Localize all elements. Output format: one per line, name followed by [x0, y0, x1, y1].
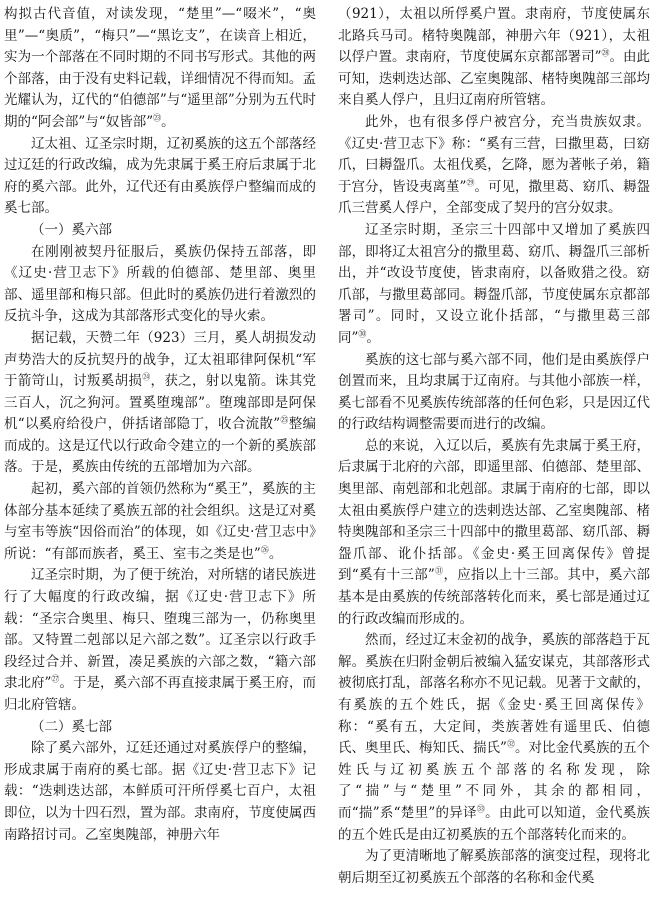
- paragraph: 辽太祖、辽圣宗时期，辽初奚族的这五个部落经过辽廷的行政改编，成为先隶属于奚王府后隶属于北府的奚六部。此外，辽代还有由奚族俘户整编而成的奚七部。: [4, 135, 316, 217]
- footnote-marker: ㉜: [506, 739, 515, 749]
- paragraph: 辽圣宗时期，圣宗三十四部中又增加了奚族四部，即将辽太祖宫分的撒里葛、窈爪、耨盌爪三部析出，并“改设节度使，皆隶南府，以备败猎之役。窈爪部，与撒里葛部同。耨盌爪部，节度使属东京都部署司”。同时，又设立讹仆括部，“与撒里葛三部同”$^㉚$。: [338, 221, 650, 346]
- paragraph: 除了奚六部外，辽廷还通过对奚族俘户的整编，形成隶属于南府的奚七部。据《辽史·营卫志下》记载：“迭剌迭达部，本鲜质可汗所俘奚七百户，太祖即位，以为十四石烈，置为部。隶南府，节度使属西南路招讨司。乙室奥隗部，神册六年: [4, 740, 316, 843]
- footnote-marker: ㉘: [601, 48, 610, 58]
- right-column: [338, 4, 650, 910]
- paragraph: 然而，经过辽末金初的战争，奚族的部落趋于瓦解。奚族在归附金朝后被编入猛安谋克，其部落形式被彻底打乱，部落名称亦不见记载。见著于文献的，有奚族的五个姓氏，据《金史·奚王回离保传》称：“奚有五，大定间，类族著姓有遥里氏、伯德氏、奥里氏、梅知氏、揣氏”$^㉜$。对比金代奚族的五个姓氏与辽初奚族五个部落的名称发现，除了“揣”与“楚里”不同外，其余的都相同，而“揣”系“楚里”的异译$^㉝$。由此可以知道，金代奚族的五个姓氏是由辽初奚族的五个部落转化而来的。: [338, 632, 650, 843]
- paragraph: 起初，奚六部的首领仍然称为“奚王”，奚族的主体部分基本延续了奚族五部的社会组织。这是辽对奚与室韦等族“因俗而治”的体现，如《辽史·营卫志中》所说：“有部而族者，奚王、室韦之类是也”$^㉖$。: [4, 481, 316, 562]
- paragraph: 据记载，天赞二年（923）三月，奚人胡损发动声势浩大的反抗契丹的战争，辽太祖耶律阿保机“军于箭笴山，讨叛奚胡损$^㉔$，获之，射以鬼箭。诛其党三百人，沉之狗河。置奚堕瑰部”。堕瑰部即是阿保机“以奚府给役户，併括诸部隐丁，收合流散”$^㉕$整编而成的。这是辽代以行政命令建立的一个新的奚族部落。于是，奚族由传统的五部增加为六部。: [4, 329, 316, 476]
- paragraph-continued: （921），太祖以所俘奚户置。隶南府，节度使属东北路兵马司。楮特奥隗部，神册六年（921），太祖以俘户置。隶南府，节度使属东京都部署司”$^㉘$。由此可知，迭剌迭达部、乙室奥隗部、楮特奥隗部三部均来自奚人俘户，且归辽南府所管辖。: [338, 6, 650, 109]
- paragraph: 为了更清晰地了解奚族部落的演变过程，现将北朝后期至辽初奚族五个部落的名称和金代奚: [338, 848, 650, 886]
- section-heading-xi-six-tribes: （一）奚六部: [31, 221, 112, 238]
- footnote-marker: ㉝: [476, 804, 486, 814]
- paragraph: 总的来说，入辽以后，奚族有先隶属于奚王府，后隶属于北府的六部，即遥里部、伯德部、楚里部、奥里部、南剋部和北剋部。隶属于南府的七部，即以太祖由奚族俘户建立的迭剌迭达部、乙室奥隗部、楮特奥隗部和圣宗三十四部中的撒里葛部、窈爪部、耨盌爪部、讹仆括部。《金史·奚王回离保传》曾提到“奚有十三部”$^㉛$，应指以上十三部。其中，奚六部基本是由奚族的传统部落转化而来，奚七部是通过辽的行政改编而形成的。: [338, 437, 650, 627]
- paragraph-continued: 构拟古代音值，对读发现，“楚里”—“啜米”，“奥里”—“奥质”，“梅只”—“黑讫支”，在读音上相近，实为一个部落在不同时期的不同书写形式。其他的两个部落，由于没有史料记载，详细情况不得而知。孟光耀认为，辽代的“伯德部”与“遥里部”分别为五代时期的“阿会部”与“奴皆部”$^㉓$。: [4, 6, 316, 130]
- paragraph: 此外，也有很多俘户被宫分，充当贵族奴隶。《辽史·营卫志下》称：“奚有三营，曰撒里葛，曰窈爪，曰耨盌爪。太祖伐奚，乞降，愿为著帐子弟，籍于宫分，皆设夷离堇”$^㉙$。可见，撒里葛、窈爪、耨盌爪三营奚人俘户，全部变成了契丹的宫分奴隶。: [338, 113, 650, 217]
- paragraph: 奚族的这七部与奚六部不同，他们是由奚族俘户创置而来，且均隶属于辽南府。与其他小部族一样，奚七部看不见奚族传统部落的任何色彩，只是因辽代的行政结构调整需要而进行的改编。: [338, 351, 650, 433]
- footnote-marker: ㉕: [280, 415, 289, 425]
- footnote-marker: ㉗: [51, 674, 60, 684]
- footnote-marker: ㉚: [358, 329, 367, 339]
- paragraph: 辽圣宗时期，为了便于统治，对所辖的诸民族进行了大幅度的行政改编，据《辽史·营卫志下》所载：“圣宗合奥里、梅只、堕瑰三部为一，仍称奥里部。又特置二剋部以足六部之数”。辽圣宗以行政手段经过合并、新置，凑足奚族的六部之数，“籍六部隶北府”$^㉗$。于是，奚六部不再直接隶属于奚王府，而归北府管辖。: [4, 567, 316, 713]
- footnote-marker: ㉔: [142, 372, 151, 382]
- footnote-marker: ㉖: [260, 545, 269, 555]
- paragraph: 在刚刚被契丹征服后，奚族仍保持五部落，即《辽史·营卫志下》所载的伯德部、楚里部、奥里部、遥里部和梅只部。但此时的奚族仍进行着激烈的反抗斗争，这成为其部落形式变化的导火索。: [4, 243, 316, 325]
- footnote-marker: ㉙: [466, 178, 475, 188]
- left-column: [4, 4, 316, 910]
- footnote-marker: ㉛: [434, 566, 444, 576]
- section-heading-xi-seven-tribes: （二）奚七部: [31, 718, 112, 735]
- footnote-marker: ㉓: [153, 113, 162, 123]
